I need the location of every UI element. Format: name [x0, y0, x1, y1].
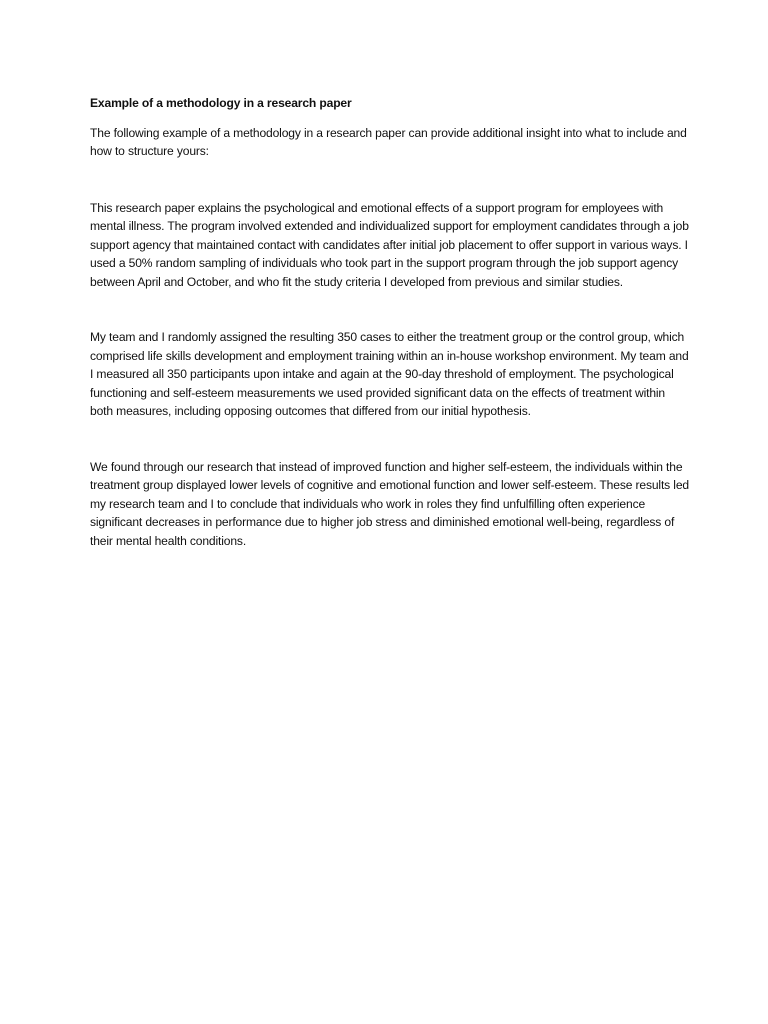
body-paragraph-1: This research paper explains the psychological and emotional effects of a support program for employees with mental illness. The program involved extended and individualized support for employment candidates through a job support agency that maintained contact with candidates after initial job placement to offer support in various ways. I used a 50% random sampling of individuals who took part in the support program through the job support agency between April and October, and who fit the study criteria I developed from previous and similar studies.	[90, 200, 689, 289]
document-body	[90, 94, 690, 550]
intro-paragraph: The following example of a methodology in a research paper can provide additional insight into what to include and how to structure yours:	[90, 125, 687, 158]
body-paragraph-3: We found through our research that instead of improved function and higher self-esteem, the individuals within the treatment group displayed lower levels of cognitive and emotional function and lower self-esteem. These results led my research team and I to conclude that individuals who work in roles they find unfulfilling often experience significant decreases in performance due to higher job stress and diminished emotional well-being, regardless of their mental health conditions.	[90, 459, 689, 548]
document-heading: Example of a methodology in a research paper	[90, 96, 352, 110]
body-paragraph-2: My team and I randomly assigned the resulting 350 cases to either the treatment group or the control group, which comprised life skills development and employment training within an in-house workshop environment. My team and I measured all 350 participants upon intake and again at the 90-day threshold of employment. The psychological functioning and self-esteem measurements we used provided significant data on the effects of treatment within both measures, including opposing outcomes that differed from our initial hypothesis.	[90, 330, 689, 418]
